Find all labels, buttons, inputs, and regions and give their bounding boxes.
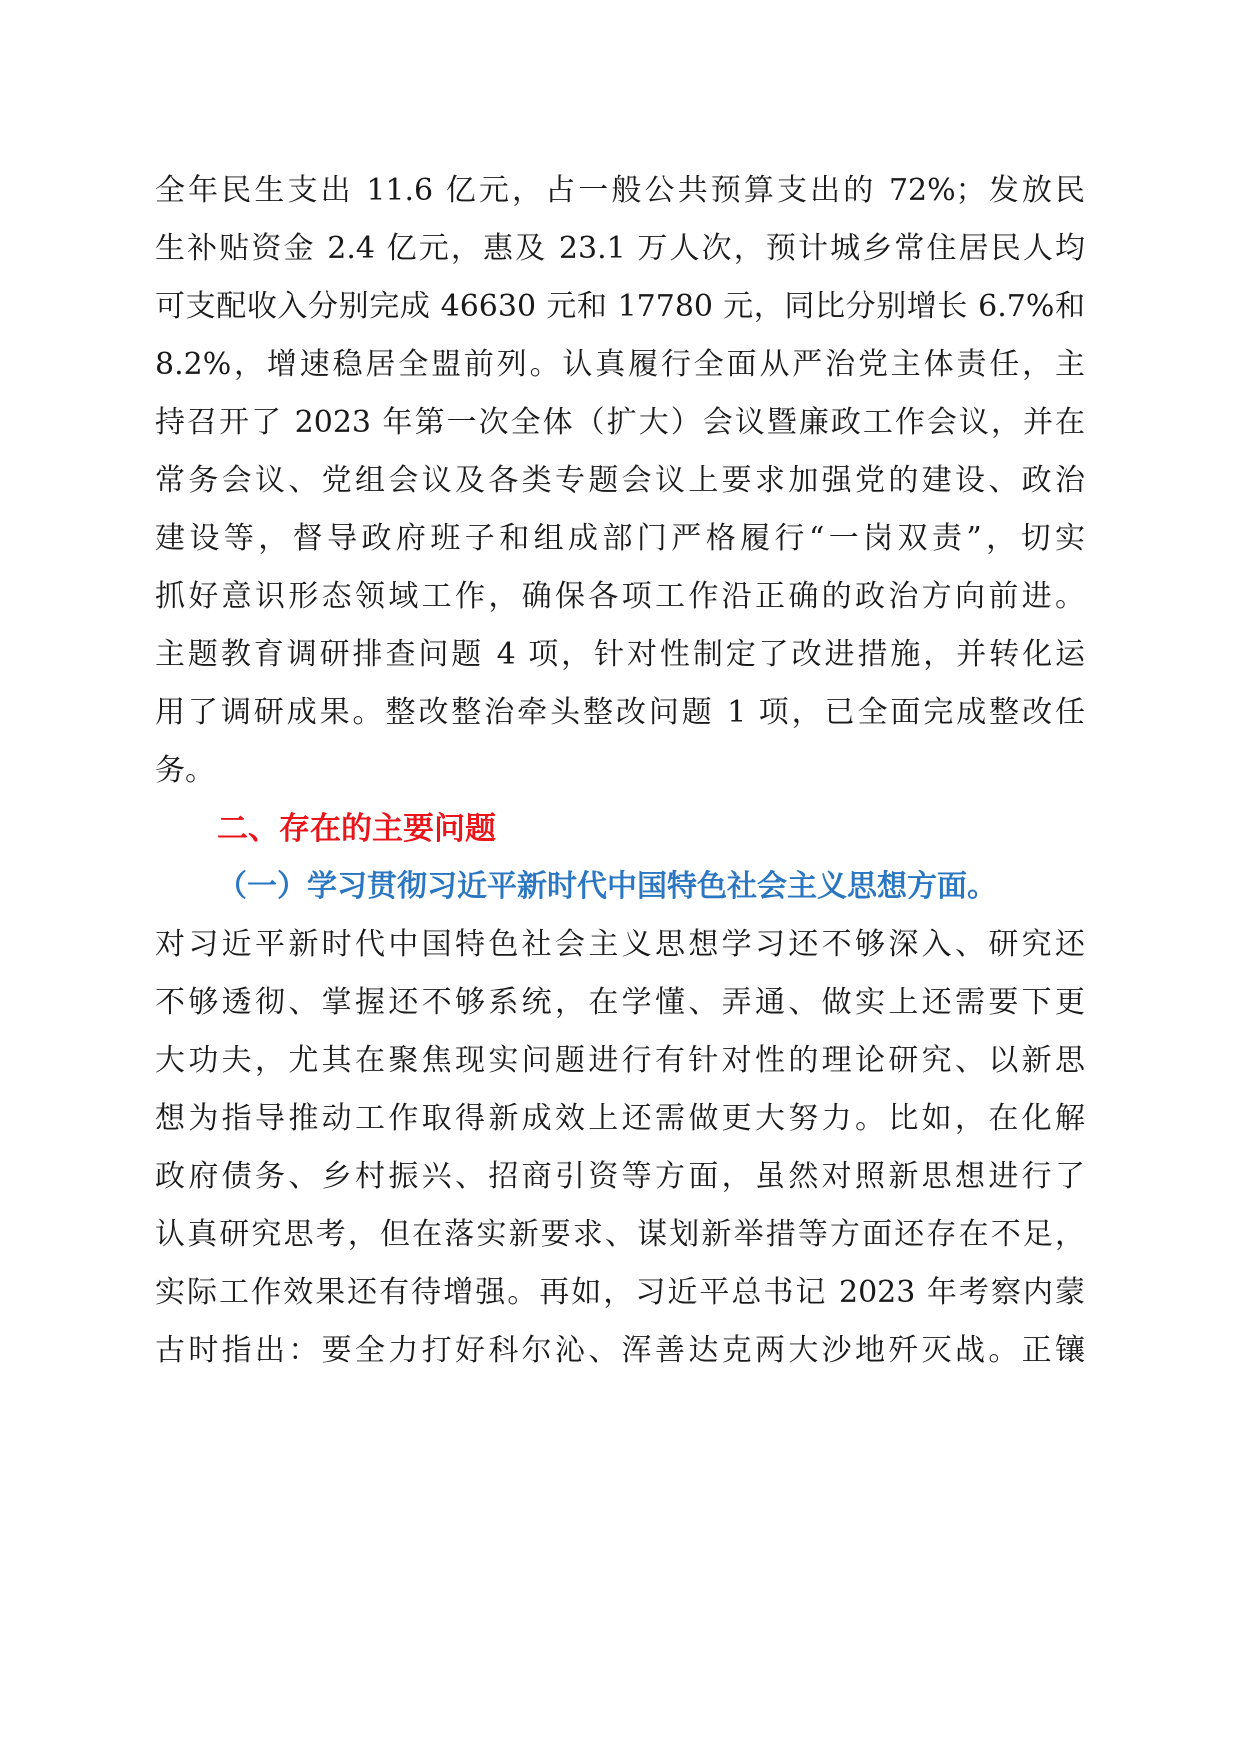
paragraph-1-line-8: 抓好意识形态领域工作，确保各项工作沿正确的政治方向前进。 — [155, 579, 1085, 614]
subsection-heading: （一）学习贯彻习近平新时代中国特色社会主义思想方面。 — [217, 869, 997, 904]
paragraph-1-line-5: 持召开了 2023 年第一次全体（扩大）会议暨廉政工作会议，并在 — [155, 405, 1085, 440]
paragraph-2-line-4: 想为指导推动工作取得新成效上还需做更大努力。比如，在化解 — [155, 1101, 1085, 1136]
paragraph-1-line-11: 务。 — [155, 753, 215, 788]
paragraph-1-line-4: 8.2%，增速稳居全盟前列。认真履行全面从严治党主体责任，主 — [155, 347, 1085, 382]
paragraph-2-line-3: 大功夫，尤其在聚焦现实问题进行有针对性的理论研究、以新思 — [155, 1043, 1085, 1078]
paragraph-2-line-8: 古时指出：要全力打好科尔沁、浑善达克两大沙地歼灭战。正镶 — [155, 1333, 1085, 1368]
paragraph-2-line-1: 对习近平新时代中国特色社会主义思想学习还不够深入、研究还 — [155, 927, 1085, 962]
paragraph-1-line-7: 建设等，督导政府班子和组成部门严格履行“一岗双责”，切实 — [155, 521, 1085, 556]
paragraph-1-line-9: 主题教育调研排查问题 4 项，针对性制定了改进措施，并转化运 — [155, 637, 1085, 672]
section-heading: 二、存在的主要问题 — [217, 811, 496, 847]
paragraph-2-line-6: 认真研究思考，但在落实新要求、谋划新举措等方面还存在不足， — [155, 1217, 1085, 1252]
paragraph-1-line-1: 全年民生支出 11.6 亿元，占一般公共预算支出的 72%；发放民 — [155, 173, 1085, 208]
paragraph-1-line-2: 生补贴资金 2.4 亿元，惠及 23.1 万人次，预计城乡常住居民人均 — [155, 231, 1085, 266]
paragraph-2-line-2: 不够透彻、掌握还不够系统，在学懂、弄通、做实上还需要下更 — [155, 985, 1085, 1020]
paragraph-1-line-10: 用了调研成果。整改整治牵头整改问题 1 项，已全面完成整改任 — [155, 695, 1085, 730]
paragraph-2-line-7: 实际工作效果还有待增强。再如，习近平总书记 2023 年考察内蒙 — [155, 1275, 1085, 1310]
paragraph-1-line-3: 可支配收入分别完成 46630 元和 17780 元，同比分别增长 6.7%和 — [155, 289, 1085, 324]
paragraph-2-line-5: 政府债务、乡村振兴、招商引资等方面，虽然对照新思想进行了 — [155, 1159, 1085, 1194]
paragraph-1-line-6: 常务会议、党组会议及各类专题会议上要求加强党的建设、政治 — [155, 463, 1085, 498]
